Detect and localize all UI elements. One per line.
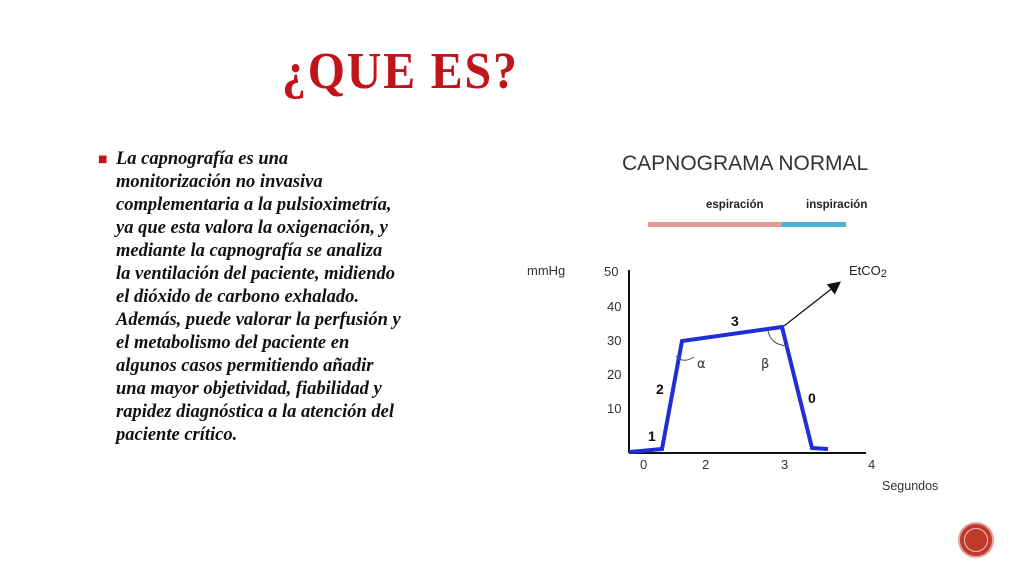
phase-inspiration-label: inspiración: [806, 199, 868, 211]
inspiration-bar: [782, 222, 846, 227]
slide-title: ¿QUE ES?: [282, 43, 519, 100]
bullet-line: una mayor objetividad, fiabilidad y: [116, 379, 382, 399]
slide-number-badge: [958, 522, 994, 558]
alpha-label: α: [697, 357, 706, 372]
y-tick-label: 10: [607, 401, 622, 416]
square-bullet-icon: ■: [98, 154, 108, 165]
bullet-line: mediante la capnografía se analiza: [116, 241, 383, 261]
etco2-label: [849, 263, 887, 280]
segment-label-0: 0: [808, 390, 816, 406]
y-tick-label: 30: [607, 333, 622, 348]
badge-inner-ring: [964, 528, 988, 552]
bullet-line: complementaria a la pulsioximetría,: [116, 195, 392, 215]
y-tick-label: 50: [604, 264, 619, 279]
bullet-line: Además, puede valorar la perfusión y: [116, 310, 401, 330]
x-tick-label: 3: [781, 457, 789, 472]
y-tick-label: 40: [607, 299, 622, 314]
segment-label-2: 2: [656, 381, 664, 397]
x-tick-label: 2: [702, 457, 710, 472]
y-tick-label: 20: [607, 367, 622, 382]
x-tick-label: 0: [640, 457, 648, 472]
bullet-line: la ventilación del paciente, midiendo: [116, 264, 396, 284]
etco2-arrow: [784, 283, 839, 326]
etco2-subscript: 2: [880, 268, 887, 280]
segment-label-1: 1: [648, 428, 656, 444]
bullet-line: ya que esta valora la oxigenación, y: [116, 218, 388, 238]
x-tick-label: 4: [868, 457, 876, 472]
bullet-line: monitorización no invasiva: [116, 172, 323, 192]
x-axis-label: Segundos: [882, 479, 939, 493]
beta-label: β: [761, 357, 770, 372]
bullet-line: La capnografía es una: [116, 149, 289, 169]
bullet-line: el dióxido de carbono exhalado.: [116, 287, 360, 307]
diagram-title: CAPNOGRAMA NORMAL: [622, 152, 869, 175]
y-axis-unit: mmHg: [527, 263, 566, 278]
phase-expiration-label: espiración: [706, 199, 764, 211]
bullet-line: algunos casos permitiendo añadir: [116, 356, 374, 376]
bullet-line: rapidez diagnóstica a la atención del: [116, 402, 395, 422]
segment-label-3: 3: [731, 313, 739, 329]
bullet-line: paciente crítico.: [116, 425, 238, 445]
etco2-main-text: EtCO: [849, 263, 881, 278]
expiration-bar: [648, 222, 782, 227]
bullet-line: el metabolismo del paciente en: [116, 333, 350, 353]
